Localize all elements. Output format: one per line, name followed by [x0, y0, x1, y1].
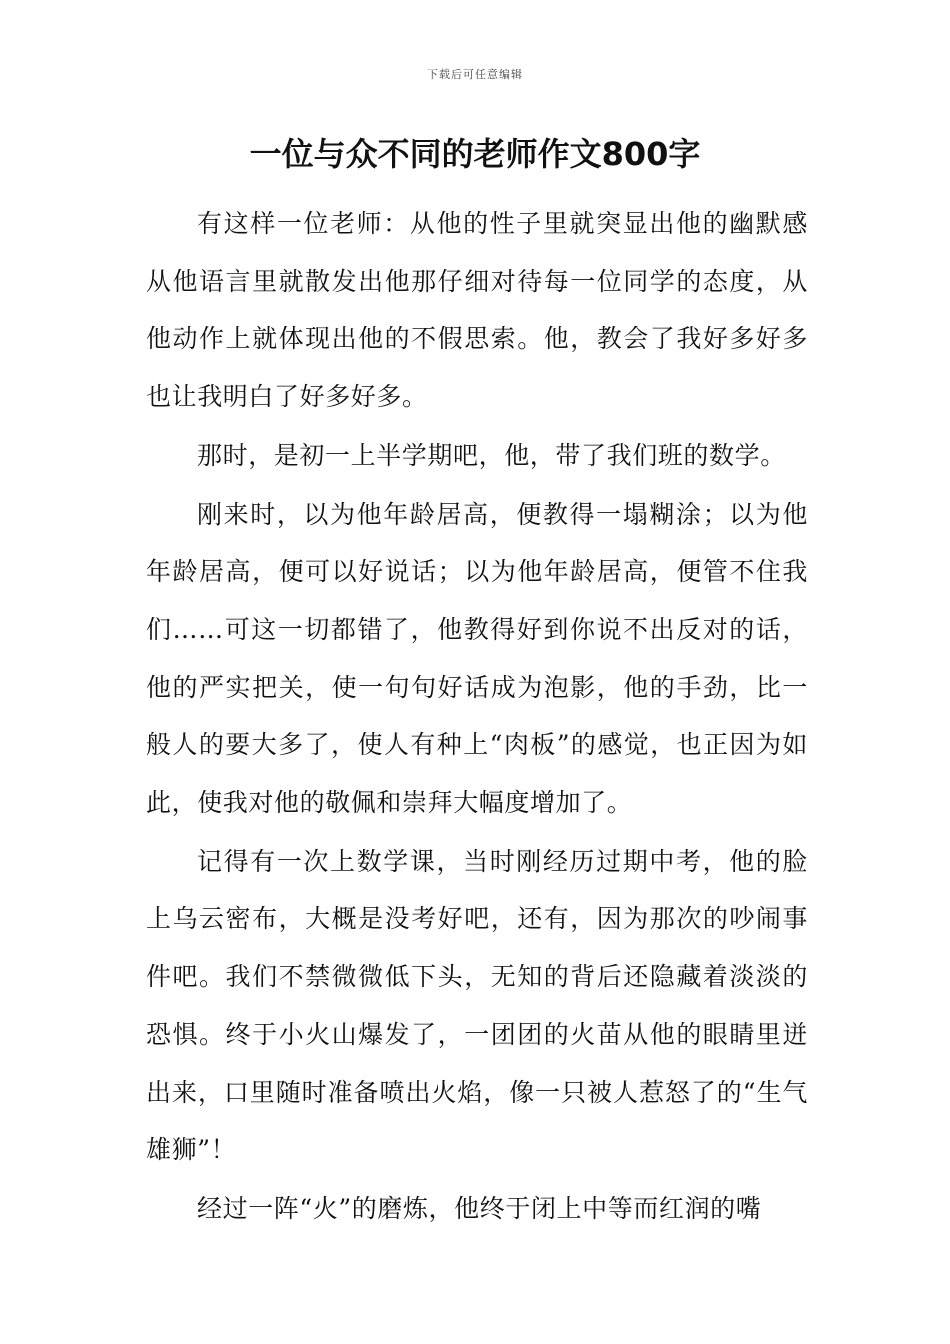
header-note: 下载后可任意编辑 [427, 68, 523, 81]
paragraph-3: 刚来时，以为他年龄居高，便教得一塌糊涂；以为他年龄居高，便可以好说话；以为他年龄居高，便管不住我们……可这一切都错了，他教得好到你说不出反对的话，他的严实把关，使一句句好话成为泡影，他的手劲，比一般人的要大多了，使人有种上“肉板”的感觉，也正因为如此，使我对他的敬佩和崇拜大幅度增加了。 [146, 499, 808, 818]
paragraph-1: 有这样一位老师：从他的性子里就突显出他的幽默感从他语言里就散发出他那仔细对待每一位同学的态度，从他动作上就体现出他的不假思索。他，教会了我好多好多也让我明白了好多好多。 [146, 209, 808, 412]
paragraph-4: 记得有一次上数学课，当时刚经历过期中考，他的脸上乌云密布，大概是没考好吧，还有，因为那次的吵闹事件吧。我们不禁微微低下头，无知的背后还隐藏着淡淡的恐惧。终于小火山爆发了，一团团的火苗从他的眼睛里迸出来，口里随时准备喷出火焰，像一只被人惹怒了的“生气雄狮”！ [146, 846, 808, 1165]
paragraph-2: 那时，是初一上半学期吧，他，带了我们班的数学。 [197, 440, 786, 470]
essay-body [146, 195, 808, 1239]
paragraph-5: 经过一阵“火”的磨炼，他终于闭上中等而红润的嘴 [197, 1193, 762, 1223]
document-title: 一位与众不同的老师作文800字 [249, 135, 701, 173]
